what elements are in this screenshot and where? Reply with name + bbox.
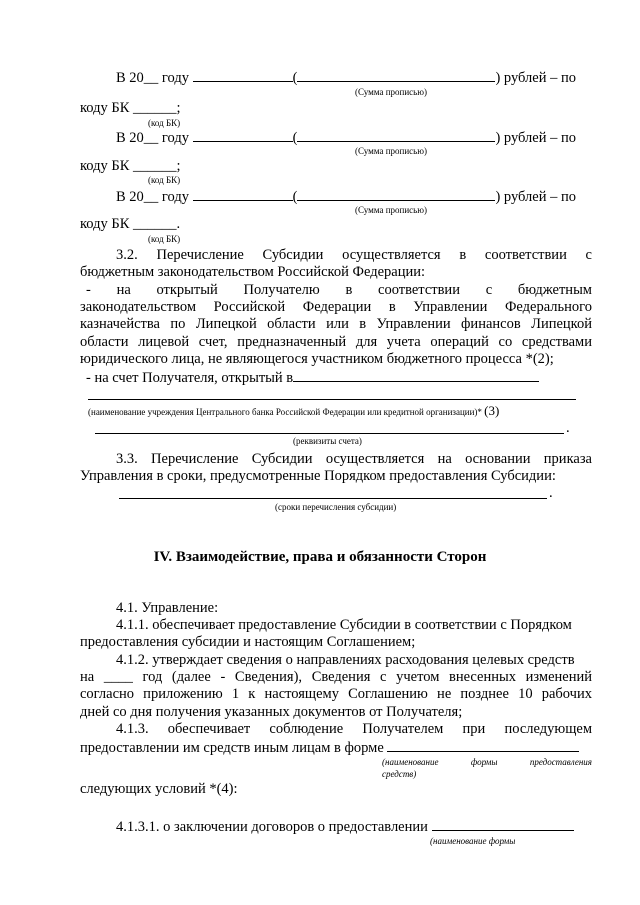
sec32-line-1: 3.2. Перечисление Субсидии осуществляется в соответствии с — [116, 247, 592, 263]
kbk-caption: (код БК) — [148, 118, 181, 128]
amount-words-blank — [297, 128, 495, 142]
bank-footnote-ref: (3) — [484, 403, 500, 418]
requisites-end: . — [566, 420, 570, 436]
year-row-2 — [116, 128, 576, 147]
sec32-line-5: казначейства по Липецкой области или в Управлении финансов Липецкой — [80, 316, 592, 332]
p4131-label: 4.1.3.1. о заключении договоров о предоставлении — [116, 819, 428, 835]
bank-caption-line — [88, 402, 499, 421]
p412-line-4: дней со дня получения указанных документов от Получателя; — [80, 704, 463, 720]
sec41-title: 4.1. Управление: — [116, 600, 219, 616]
p412-line-2: на ____ год (далее - Сведения), Сведения с учетом внесенных изменений — [80, 669, 592, 685]
kbk-caption: (код БК) — [148, 175, 181, 185]
p412-line-1: 4.1.2. утверждает сведения о направлениях расходования целевых средств — [116, 652, 575, 668]
year-row-suffix: ) рублей – по — [495, 189, 576, 205]
year-row-3 — [116, 187, 576, 206]
p4131-line — [116, 817, 574, 836]
paren: ( — [292, 189, 298, 205]
requisites-caption: (реквизиты счета) — [293, 436, 362, 446]
p411-line-2: предоставления субсидии и настоящим Соглашением; — [80, 634, 416, 650]
sum-caption: (Сумма прописью) — [355, 146, 427, 156]
paren: ( — [292, 70, 298, 86]
year-row-1 — [116, 68, 576, 87]
form-label: предоставлении им средств иным лицам в форме — [80, 740, 384, 756]
form-caption-1: (наименование формы предоставления — [382, 757, 592, 767]
year-label: В 20__ году — [116, 130, 189, 146]
sec32-line-6: области лицевой счет, предназначенный для учета операций со средствами — [80, 334, 592, 350]
year-label: В 20__ году — [116, 189, 189, 205]
sec32-line-8 — [86, 368, 539, 387]
p4131-caption: (наименование формы — [430, 836, 516, 846]
paren: ( — [292, 130, 298, 146]
bank-name-rule — [88, 399, 576, 400]
year-row-suffix: ) рублей – по — [495, 70, 576, 86]
bank-caption: (наименование учреждения Центрального банка Российской Федерации или кредитной организации)* — [88, 407, 482, 417]
sec32-line-3: - на открытый Получателю в соответствии с бюджетным — [86, 282, 592, 298]
amount-blank — [193, 187, 293, 201]
p413-line-1: 4.1.3. обеспечивает соблюдение Получателем при последующем — [116, 721, 592, 737]
account-label: - на счет Получателя, открытый в — [86, 370, 294, 386]
sec32-line-4: законодательством Российской Федерации в Управлении Федерального — [80, 299, 592, 315]
sec33-line-2: Управления в сроки, предусмотренные Порядком предоставления Субсидии: — [80, 468, 556, 484]
bank-blank — [293, 368, 539, 382]
amount-words-blank — [297, 68, 495, 82]
kbk-line: коду БК ______. — [80, 216, 181, 232]
requisites-rule — [95, 433, 564, 434]
p4131-blank — [432, 817, 574, 831]
kbk-line: коду БК ______; — [80, 158, 181, 174]
p411-line-1: 4.1.1. обеспечивает предоставление Субсидии в соответствии с Порядком — [116, 617, 572, 633]
terms-caption: (сроки перечисления субсидии) — [275, 502, 397, 512]
p413-line-3: следующих условий *(4): — [80, 781, 238, 797]
form-blank — [387, 738, 579, 752]
sec32-line-7: юридического лица, не являющегося участником бюджетного процесса *(2); — [80, 351, 554, 367]
p413-line-2 — [80, 738, 579, 757]
kbk-line: коду БК ______; — [80, 100, 181, 116]
year-row-suffix: ) рублей – по — [495, 130, 576, 146]
sec33-line-1: 3.3. Перечисление Субсидии осуществляется на основании приказа — [116, 451, 592, 467]
amount-blank — [193, 128, 293, 142]
year-label: В 20__ году — [116, 70, 189, 86]
amount-words-blank — [297, 187, 495, 201]
section-heading: IV. Взаимодействие, права и обязанности Сторон — [153, 549, 487, 565]
amount-blank — [193, 68, 293, 82]
form-caption-2: средств) — [382, 769, 417, 779]
sum-caption: (Сумма прописью) — [355, 87, 427, 97]
sum-caption: (Сумма прописью) — [355, 205, 427, 215]
sec32-line-2: бюджетным законодательством Российской Федерации: — [80, 264, 426, 280]
terms-end: . — [549, 485, 553, 501]
terms-rule — [119, 498, 547, 499]
kbk-caption: (код БК) — [148, 234, 181, 244]
p412-line-3: согласно приложению 1 к настоящему Соглашению не позднее 10 рабочих — [80, 686, 592, 702]
